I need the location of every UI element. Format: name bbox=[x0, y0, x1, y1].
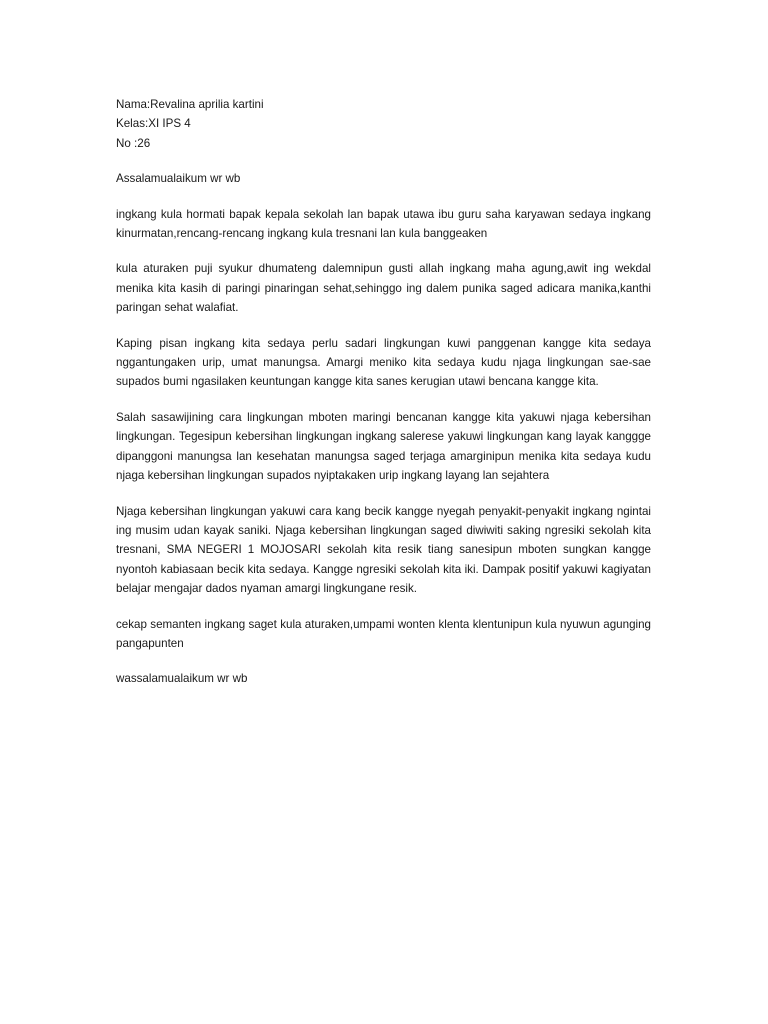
paragraph-school-cleaning: Njaga kebersihan lingkungan yakuwi cara kang becik kangge nyegah penyakit-penyakit ingkang ngintai ing musim udan kayak saniki. Njaga kebersihan lingkungan saged diwiwiti saking ngresiki sekolah kita tresnani, SMA NEGERI 1 MOJOSARI sekolah kita resik tiang sanesipun mboten sungkan kangge nyontoh kabiasaan becik kita sedaya. Kangge ngresiki sekolah kita iki. Dampak positif yakuwi kagiyatan belajar mengajar dados nyaman amargi lingkungane resik. bbox=[116, 504, 651, 596]
student-class-line: Kelas:XI IPS 4 bbox=[116, 117, 191, 131]
document-body bbox=[116, 95, 651, 689]
paragraph-honorifics: ingkang kula hormati bapak kepala sekolah lan bapak utawa ibu guru saha karyawan sedaya ingkang kinurmatan,rencang-rencang ingkang kula tresnani lan kula banggeaken bbox=[116, 207, 651, 241]
paragraph-gratitude: kula aturaken puji syukur dhumateng dalemnipun gusti allah ingkang maha agung,awit ing wekdal menika kita kasih di paringi pinaringan sehat,sehinggo ing dalem punika saged adicara manika,kanthi paringan sehat walafiat. bbox=[116, 262, 651, 315]
paragraph-environment-intro: Kaping pisan ingkang kita sedaya perlu sadari lingkungan kuwi panggenan kangge kita sedaya nggantungaken urip, umat manungsa. Amargi meniko kita sedaya kudu njaga lingkungan sae-sae supados bumi ngasilaken keuntungan kangge kita sanes kerugian utawi bencana kangge kita. bbox=[116, 336, 651, 389]
paragraph-cleanliness: Salah sasawijining cara lingkungan mboten maringi bencanan kangge kita yakuwi njaga kebersihan lingkungan. Tegesipun kebersihan lingkungan ingkang salerese yakuwi lingkungan kang layak kanggge dipanggoni manungsa lan kesehatan manungsa saged terjaga amarginipun menika kita sedaya kudu njaga kebersihan lingkungan supados nyiptakaken urip ingkang layang lan sejahtera bbox=[116, 410, 651, 483]
opening-greeting: Assalamualaikum wr wb bbox=[116, 172, 241, 186]
student-number-line: No :26 bbox=[116, 136, 151, 150]
paragraph-closing-apology: cekap semanten ingkang saget kula aturaken,umpami wonten klenta klentunipun kula nyuwun agunging pangapunten bbox=[116, 617, 651, 650]
student-name-line: Nama:Revalina aprilia kartini bbox=[116, 98, 264, 111]
closing-greeting: wassalamualaikum wr wb bbox=[116, 672, 248, 686]
